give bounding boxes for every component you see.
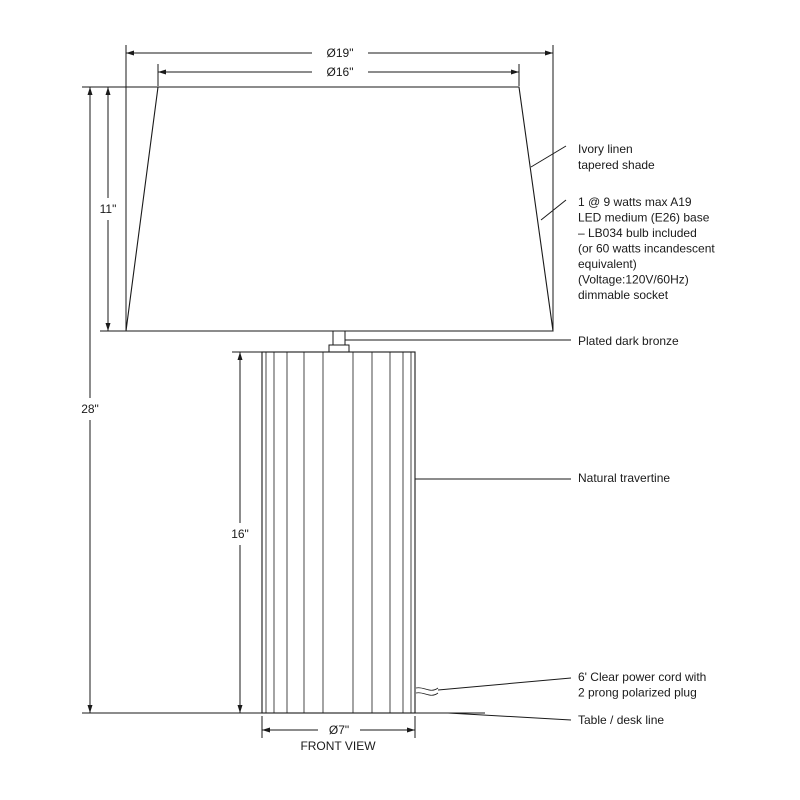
callout-table-line [578,713,664,727]
callout-bulb [578,195,718,302]
callout-bulb-line: dimmable socket [578,288,669,302]
callout-bulb-line: – LB034 bulb included [578,226,697,240]
view-label: FRONT VIEW [300,739,376,753]
callout-bulb-line: LED medium (E26) base [578,210,710,225]
overall-height-label: 28" [81,402,99,416]
shade-bottom-width-label: Ø19" [326,46,354,60]
shade-top-width-label: Ø16" [326,65,354,79]
dimension-base-height [226,352,262,713]
dimension-base-width [262,716,415,738]
lamp-shade [126,87,553,331]
callout-bulb-line: (Voltage:120V/60Hz) [578,272,689,287]
lamp-base [262,352,415,713]
callout-bulb-line: 1 @ 9 watts max A19 [578,195,692,209]
shade-height-label: 11" [99,202,117,216]
callout-material-line: Natural travertine [578,471,671,485]
callout-cord [578,670,710,700]
callout-cord-line: 6' Clear power cord with [578,670,707,684]
callout-bulb-line: equivalent) [578,257,637,271]
callout-shade-line: Ivory linen [578,142,633,156]
callout-cord-line: 2 prong polarized plug [578,685,697,700]
callout-finish-line: Plated dark bronze [578,334,679,348]
callout-shade-line: tapered shade [578,158,655,172]
lamp-neck [329,331,349,352]
callout-bulb-line: (or 60 watts incandescent [578,241,715,256]
callout-table-line-text: Table / desk line [578,713,665,727]
callout-shade [578,142,655,172]
callout-material [578,471,670,485]
callout-finish [578,334,679,348]
power-cord [416,688,438,696]
base-width-label: Ø7" [328,723,350,737]
base-height-label: 16" [231,527,249,541]
dimension-shade-top-width [158,64,519,86]
